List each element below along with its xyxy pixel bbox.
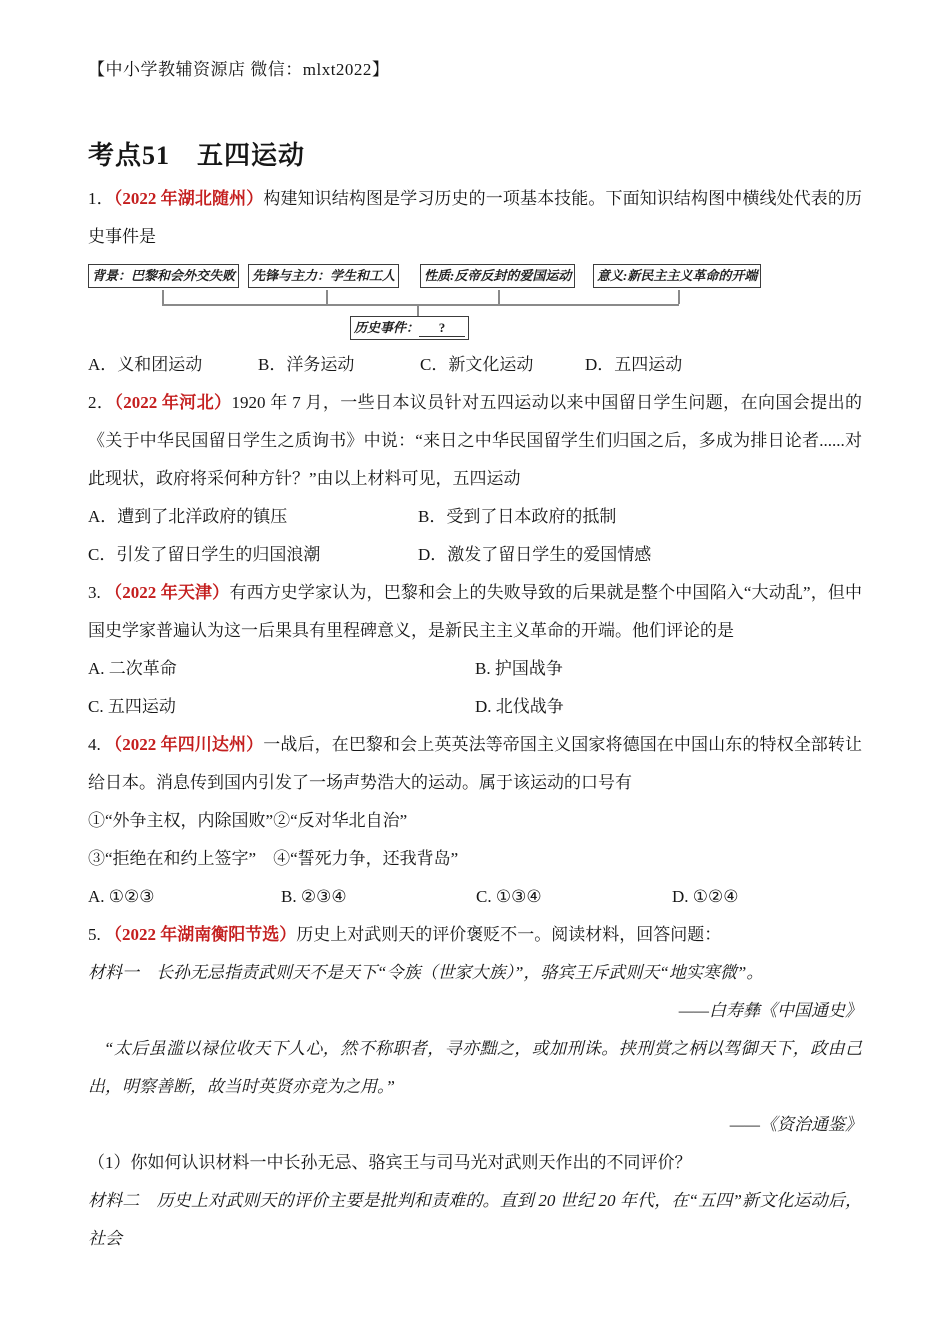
connector-line — [326, 290, 328, 304]
question-text: 1920 年 7 月，一些日本议员针对五四运动以来中国留日学生问题，在向国会提出的《关于中华民国留日学生之质询书》中说：“来日之中华民国留学生们归国之后，多成为排日论者......对此现状，政府将采何种方针？”由以上材料可见，五四运动 — [88, 393, 863, 488]
option-c: C．新文化运动 — [420, 355, 534, 374]
option-c: C. 五四运动 — [88, 697, 176, 716]
quote-source: ——《资治通鉴》 — [729, 1115, 862, 1134]
connector-line — [162, 304, 679, 306]
material-1-quote: “太后虽滥以禄位收天下人心，然不称职者，寻亦黜之，或加刑诛。挟刑赏之柄以驾御天下，政由己出，明察善断，故当时英贤亦竞为之用。” — [88, 1039, 862, 1096]
question-number: 3. — [88, 583, 101, 602]
question-5-stem — [88, 916, 862, 954]
question-2 — [88, 384, 862, 574]
option-a: A. ①②③ — [88, 887, 155, 906]
question-text: 历史上对武则天的评价褒贬不一。阅读材料，回答问题： — [296, 925, 722, 944]
question-source-tag: （2022 年天津） — [105, 583, 230, 602]
question-source-tag: （2022 年河北） — [114, 393, 232, 412]
diagram-event-box — [350, 316, 469, 340]
connector-line — [498, 290, 500, 304]
material-1-source: ——白寿彝《中国通史》 — [678, 1001, 862, 1020]
diagram-box-pioneer: 先锋与主力：学生和工人 — [248, 264, 399, 288]
question-source-tag: （2022 年湖南衡阳节选） — [105, 925, 297, 944]
question-source-tag: （2022 年四川达州） — [105, 735, 264, 754]
question-number: 4. — [88, 735, 101, 754]
option-b: B．受到了日本政府的抵制 — [418, 507, 617, 526]
question-1-stem — [88, 180, 862, 256]
option-b: B. ②③④ — [281, 887, 347, 906]
question-3-options — [88, 650, 862, 726]
question-2-stem — [88, 384, 862, 498]
material-1: 材料一 长孙无忌指责武则天不是天下“令族（世家大族）”，骆宾王斥武则天“地实寒微”。 — [88, 963, 764, 982]
question-4-options — [88, 878, 862, 916]
question-text: 有西方史学家认为，巴黎和会上的失败导致的后果就是整个中国陷入“大动乱”，但中国史学家普遍认为这一后果具有里程碑意义，是新民主主义革命的开端。他们评论的是 — [88, 583, 863, 640]
question-3 — [88, 574, 862, 726]
event-label: 历史事件： — [354, 320, 420, 335]
question-5 — [88, 916, 862, 1258]
question-4 — [88, 726, 862, 916]
question-text: 构建知识结构图是学习历史的一项基本技能。下面知识结构图中横线处代表的历史事件是 — [88, 189, 863, 246]
question-number: 5. — [88, 925, 101, 944]
diagram-box-nature: 性质:反帝反封的爱国运动 — [420, 264, 575, 288]
question-2-options — [88, 498, 862, 574]
diagram-box-significance: 意义:新民主主义革命的开端 — [593, 264, 761, 288]
question-number: 2． — [88, 393, 115, 412]
option-d: D. ①②④ — [672, 887, 739, 906]
page-title: 考点51 五四运动 — [88, 141, 306, 170]
option-a: A. 二次革命 — [88, 659, 177, 678]
option-b: B．洋务运动 — [258, 355, 355, 374]
diagram-box-background: 背景：巴黎和会外交失败 — [88, 264, 239, 288]
material-2: 材料二 历史上对武则天的评价主要是批判和责难的。直到 20 世纪 20 年代，在“五四”新文化运动后，社会 — [88, 1191, 862, 1248]
sub-question-1: （1）你如何认识材料一中长孙无忌、骆宾王与司马光对武则天作出的不同评价？ — [88, 1153, 692, 1172]
event-blank: ? — [419, 319, 465, 337]
store-watermark: 【中小学教辅资源店 微信：mlxt2022】 — [88, 60, 390, 79]
option-a: A．遭到了北洋政府的镇压 — [88, 507, 288, 526]
connector-line — [417, 304, 419, 316]
connector-line — [678, 290, 680, 304]
connector-line — [162, 290, 164, 304]
slogan-line-1: ①“外争主权，内除国败”②“反对华北自治” — [88, 811, 408, 830]
question-3-stem — [88, 574, 862, 650]
knowledge-structure-diagram — [88, 264, 862, 346]
question-number: 1． — [88, 189, 114, 208]
question-1-options — [88, 346, 862, 384]
question-source-tag: （2022 年湖北随州） — [113, 189, 264, 208]
question-4-stem — [88, 726, 862, 802]
option-d: D．激发了留日学生的爱国情感 — [418, 545, 652, 564]
option-d: D．五四运动 — [585, 355, 683, 374]
slogan-line-2: ③“拒绝在和约上签字” ④“誓死力争，还我背岛” — [88, 849, 459, 868]
option-b: B. 护国战争 — [475, 659, 563, 678]
option-a: A．义和团运动 — [88, 355, 203, 374]
option-c: C. ①③④ — [476, 887, 542, 906]
question-text: 一战后，在巴黎和会上英英法等帝国主义国家将德国在中国山东的特权全部转让给日本。消息传到国内引发了一场声势浩大的运动。属于该运动的口号有 — [88, 735, 863, 792]
option-c: C．引发了留日学生的归国浪潮 — [88, 545, 321, 564]
question-1 — [88, 180, 862, 384]
option-d: D. 北伐战争 — [475, 697, 564, 716]
